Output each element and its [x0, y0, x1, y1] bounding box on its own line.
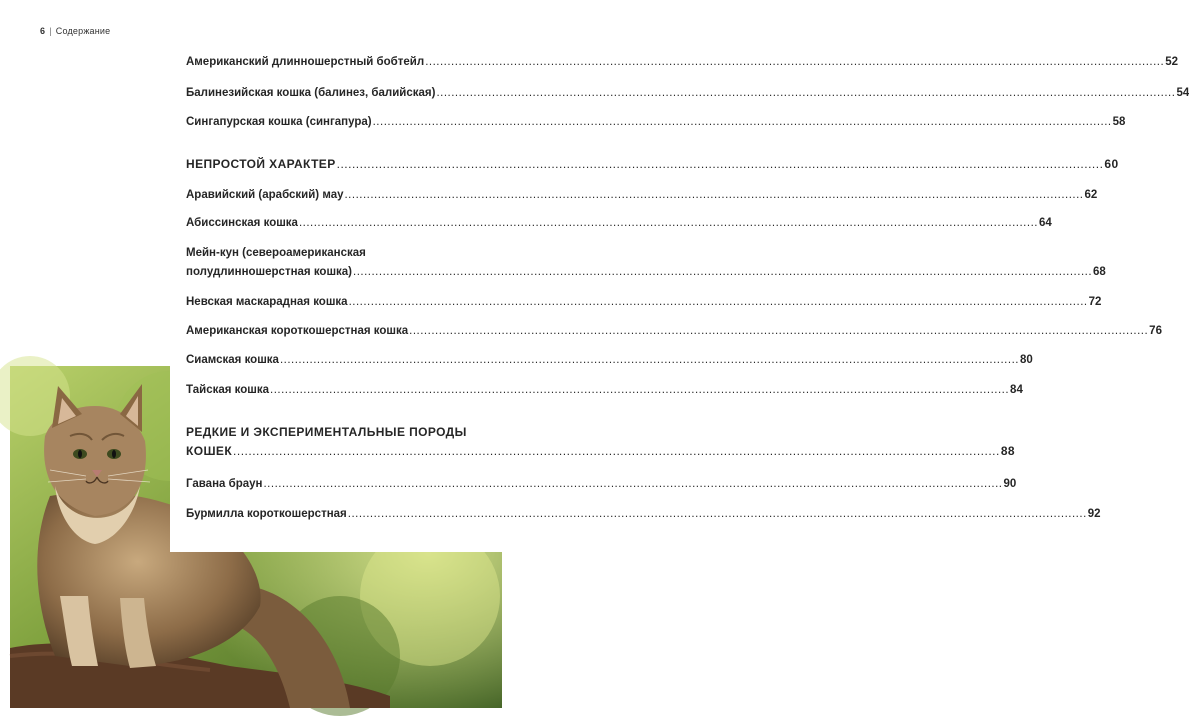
toc-entry [186, 214, 1052, 233]
toc-leader-dots: ........................................................................................................................................................................................................ [233, 444, 1000, 458]
toc-leader-dots: ........................................................................................................................................................................................................ [263, 478, 1003, 490]
toc-entry-title: Тайская кошка [186, 384, 270, 396]
toc-entry-title: Гавана браун [186, 478, 263, 490]
toc-leader-dots: ........................................................................................................................................................................................................ [348, 296, 1088, 308]
toc-section-heading [186, 423, 1015, 461]
toc-page-number: 72 [1088, 296, 1102, 308]
toc-leader-dots: ........................................................................................................................................................................................................ [270, 384, 1010, 396]
toc-page-number: 52 [1165, 56, 1178, 68]
toc-entry-title: Сингапурская кошка (сингапура) [186, 116, 372, 128]
toc-leader-dots: ........................................................................................................................................................................................................ [409, 325, 1149, 337]
toc-entry-title: КОШЕК [186, 444, 233, 458]
toc-entry [186, 53, 1178, 72]
toc-page-number: 88 [1000, 444, 1015, 458]
toc-page-number: 76 [1149, 325, 1162, 337]
toc-leader-dots: ........................................................................................................................................................................................................ [425, 56, 1165, 68]
toc-leader-dots: ........................................................................................................................................................................................................ [353, 266, 1093, 278]
toc-entry [186, 113, 1126, 132]
toc-leader-dots: ........................................................................................................................................................................................................ [372, 116, 1112, 128]
toc-entry-title: НЕПРОСТОЙ ХАРАКТЕР [186, 157, 336, 171]
toc-entry [186, 351, 1033, 370]
running-head-section: Содержание [55, 26, 111, 36]
toc-entry-title: полудлинношерстная кошка) [186, 266, 353, 278]
toc-page-number: 68 [1093, 266, 1106, 278]
toc-page-number: 80 [1019, 354, 1033, 366]
toc-leader-dots: ........................................................................................................................................................................................................ [279, 354, 1019, 366]
toc-leader-dots: ........................................................................................................................................................................................................ [336, 157, 1104, 171]
toc-entry-title: Сиамская кошка [186, 354, 279, 366]
toc-page-number: 64 [1038, 217, 1052, 229]
toc-section-heading [186, 155, 1119, 174]
running-head [40, 26, 110, 36]
toc-leader-dots: ........................................................................................................................................................................................................ [436, 87, 1176, 99]
toc-entry-title: Американская короткошерстная кошка [186, 325, 409, 337]
toc-leader-dots: ........................................................................................................................................................................................................ [298, 217, 1038, 229]
toc-leader-dots: ........................................................................................................................................................................................................ [347, 508, 1087, 520]
toc-page-number: 90 [1003, 478, 1017, 490]
toc-entry [186, 505, 1101, 524]
toc-entry-title: Абиссинская кошка [186, 217, 298, 229]
toc-entry-title-line: РЕДКИЕ И ЭКСПЕРИМЕНТАЛЬНЫЕ ПОРОДЫ [186, 425, 467, 439]
toc-page-number: 84 [1010, 384, 1023, 396]
toc-entry [186, 186, 1098, 205]
toc-entry [186, 244, 1106, 282]
toc-page-number: 58 [1112, 116, 1126, 128]
toc-entry-title: Бурмилла короткошерстная [186, 508, 347, 520]
toc-page-number: 92 [1087, 508, 1101, 520]
toc-leader-dots: ........................................................................................................................................................................................................ [344, 189, 1084, 201]
toc-entry-title: Невская маскарадная кошка [186, 296, 348, 308]
toc-entry [186, 322, 1162, 341]
toc-entry-title: Балинезийская кошка (балинез, балийская) [186, 87, 436, 99]
toc-page-number: 60 [1104, 157, 1119, 171]
toc-page-number: 62 [1084, 189, 1098, 201]
toc-entry [186, 475, 1017, 494]
page-number: 6 [40, 26, 46, 36]
toc-entry-title-line: Мейн-кун (североамериканская [186, 247, 366, 259]
running-head-separator: | [49, 26, 52, 36]
toc-entry [186, 84, 1189, 103]
toc-page-number: 54 [1176, 87, 1189, 99]
toc-entry-title: Аравийский (арабский) мау [186, 189, 344, 201]
toc-entry-title: Американский длинношерстный бобтейл [186, 56, 425, 68]
toc-entry [186, 293, 1102, 312]
toc-entry [186, 381, 1023, 400]
